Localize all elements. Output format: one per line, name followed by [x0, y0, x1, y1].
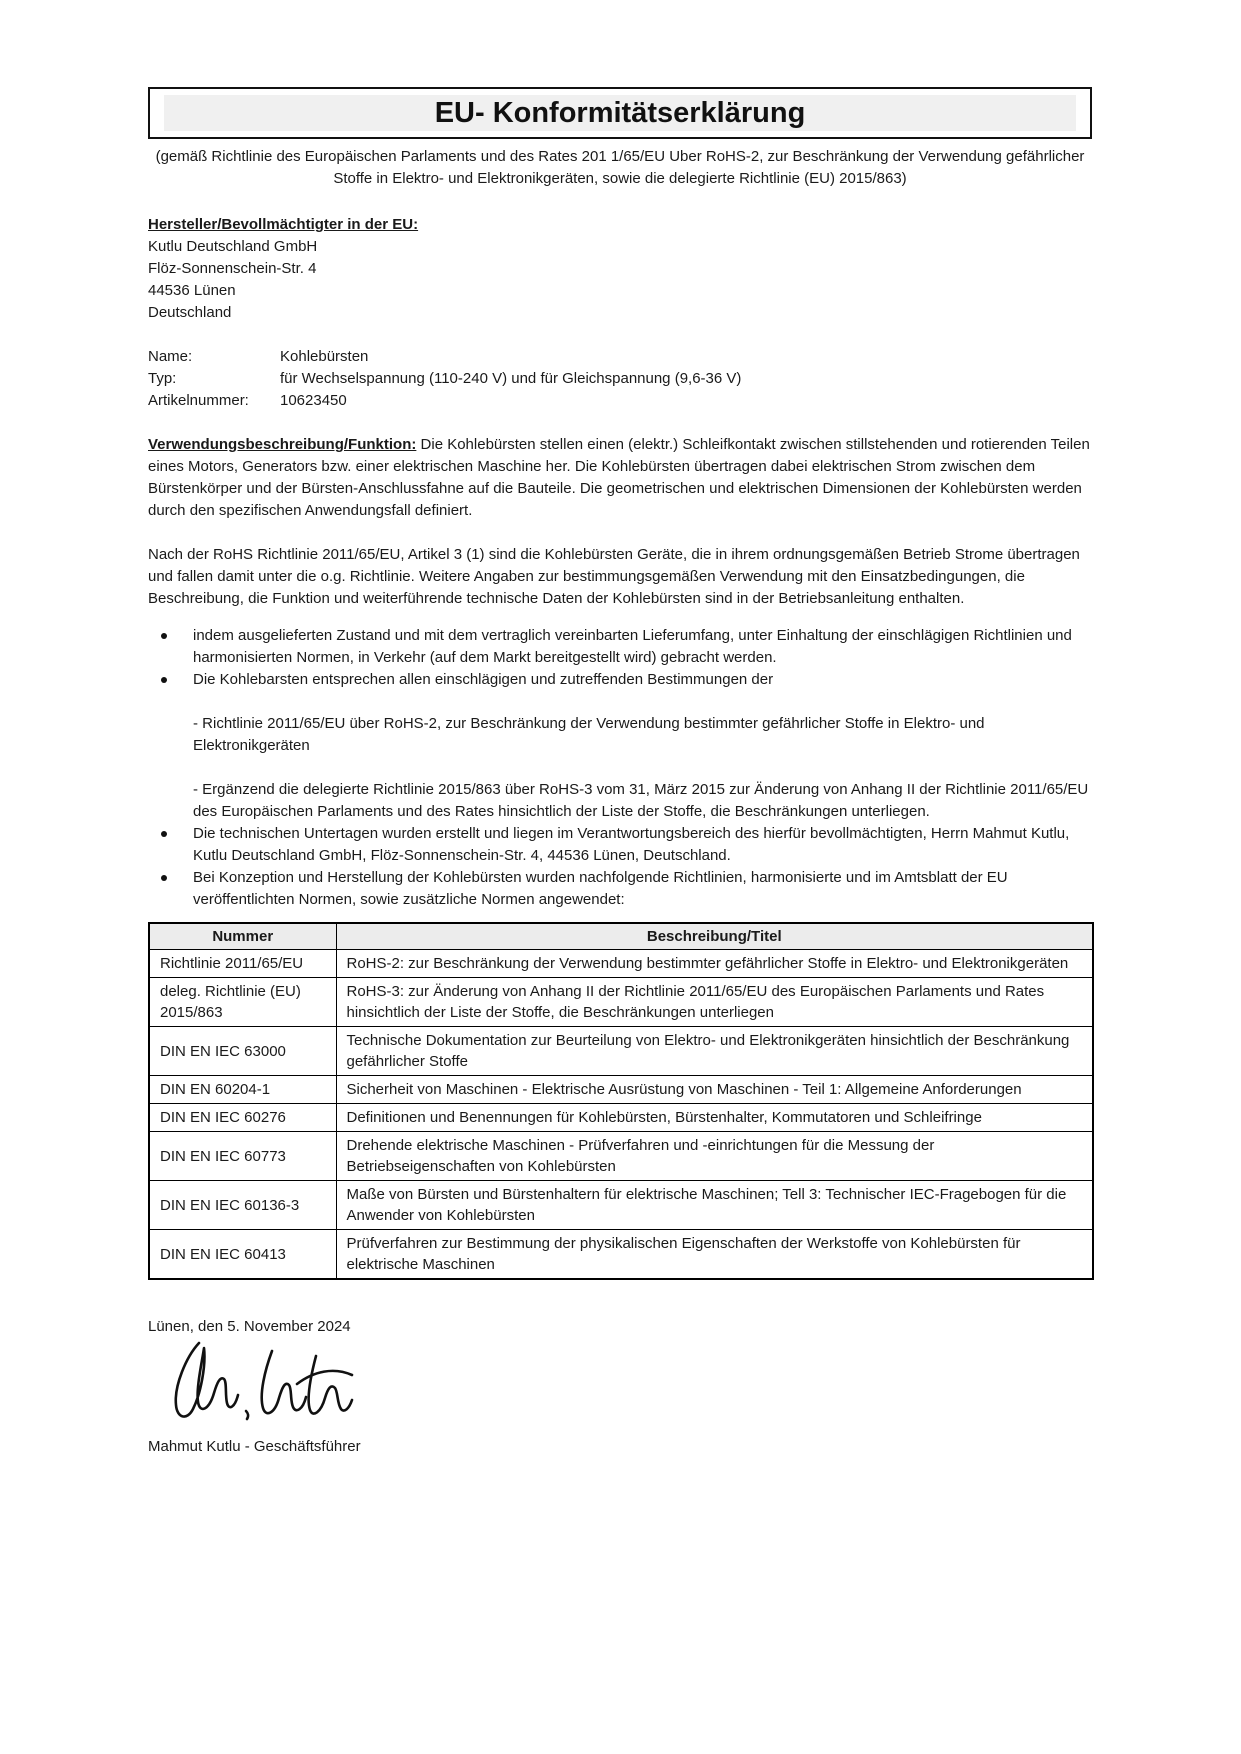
bullet-item: Die Kohlebarsten entsprechen allen einschlägigen und zutreffenden Bestimmungen der — [148, 669, 1092, 691]
signatory-name: Mahmut Kutlu - Geschäftsführer — [148, 1438, 361, 1455]
table-header-nummer: Nummer — [149, 923, 336, 950]
bullet-item: Die technischen Untertagen wurden erstellt und liegen im Verantwortungsbereich des hierfür bevollmächtigten, Herrn Mahmut Kutlu, Kutlu Deutschland GmbH, Flöz-Sonnenschein-Str. 4, 44536 Lünen, Deutschland. — [148, 823, 1092, 867]
product-row — [148, 346, 1092, 368]
table-row — [149, 950, 1093, 978]
product-row — [148, 390, 1092, 412]
signature-icon — [166, 1332, 1092, 1428]
norm-number: DIN EN IEC 60773 — [149, 1132, 336, 1181]
norm-title: Drehende elektrische Maschinen - Prüfverfahren und -einrichtungen für die Messung der Betriebseigenschaften von Kohlebürsten — [336, 1132, 1093, 1181]
norm-number: deleg. Richtlinie (EU) 2015/863 — [149, 978, 336, 1027]
table-row — [149, 1104, 1093, 1132]
norm-title: Technische Dokumentation zur Beurteilung von Elektro- und Elektronikgeräten hinsichtlich der Beschränkung gefährlicher Stoffe — [336, 1027, 1093, 1076]
table-row — [149, 1181, 1093, 1230]
table-row — [149, 1076, 1093, 1104]
table-header-row — [149, 923, 1093, 950]
norm-title: Sicherheit von Maschinen - Elektrische Ausrüstung von Maschinen - Teil 1: Allgemeine Anforderungen — [336, 1076, 1093, 1104]
subtitle: (gemäß Richtlinie des Europäischen Parlaments und des Rates 201 1/65/EU Uber RoHS-2, zur Beschränkung der Verwendung gefährlicher Stoffe in Elektro- und Elektronikgeräten, sowie die delegierte Richtlinie (EU) 2015/863) — [155, 148, 1085, 187]
norm-number: DIN EN IEC 60136-3 — [149, 1181, 336, 1230]
norm-number: DIN EN IEC 63000 — [149, 1027, 336, 1076]
norm-title: Definitionen und Benennungen für Kohlebürsten, Bürstenhalter, Kommutatoren und Schleifringe — [336, 1104, 1093, 1132]
product-type-value: für Wechselspannung (110-240 V) und für Gleichspannung (9,6-36 V) — [280, 370, 742, 387]
table-row — [149, 1230, 1093, 1280]
place-date: Lünen, den 5. November 2024 — [148, 1318, 351, 1335]
product-type-label: Typ: — [148, 370, 177, 387]
rohs-paragraph: Nach der RoHS Richtlinie 2011/65/EU, Artikel 3 (1) sind die Kohlebürsten Geräte, die in ihrem ordnungsgemäßen Betrieb Strome übertragen und fallen damit unter die o.g. Richtlinie. Weitere Angaben zur bestimmungsgemäßen Verwendung mit den Einsatzbedingungen, die Beschreibung, die Funktion und weiterführende technische Daten der Kohlebürsten sind in der Betriebsanleitung enthalten. — [148, 546, 1080, 607]
norm-title: Prüfverfahren zur Bestimmung der physikalischen Eigenschaften der Werkstoffe von Kohlebürsten für elektrische Maschinen — [336, 1230, 1093, 1280]
table-row — [149, 978, 1093, 1027]
bullet-list — [148, 625, 1092, 911]
product-name-value: Kohlebürsten — [280, 348, 369, 365]
table-row — [149, 1027, 1093, 1076]
manufacturer-line: 44536 Lünen — [148, 282, 236, 299]
product-name-label: Name: — [148, 348, 193, 365]
norm-title: Maße von Bürsten und Bürstenhaltern für elektrische Maschinen; Tell 3: Technischer IEC-Fragebogen für die Anwender von Kohlebürsten — [336, 1181, 1093, 1230]
norm-number: DIN EN IEC 60413 — [149, 1230, 336, 1280]
product-info — [148, 346, 1092, 412]
title-box — [148, 87, 1092, 139]
norm-number: DIN EN 60204-1 — [149, 1076, 336, 1104]
norm-title: RoHS-3: zur Änderung von Anhang II der Richtlinie 2011/65/EU des Europäischen Parlaments und Rates hinsichtlich der Liste der Stoffe, die Beschränkungen unterliegen — [336, 978, 1093, 1027]
manufacturer-line: Kutlu Deutschland GmbH — [148, 238, 318, 255]
page-title: EU- Konformitätserklärung — [164, 95, 1076, 131]
manufacturer-line: Deutschland — [148, 304, 232, 321]
bullet-item: indem ausgelieferten Zustand und mit dem vertraglich vereinbarten Lieferumfang, unter Einhaltung der einschlägigen Richtlinien und harmonisierten Normen, in Verkehr (auf dem Markt bereitgestellt wird) gebracht werden. — [148, 625, 1092, 669]
footer — [148, 1316, 1092, 1458]
norm-number: Richtlinie 2011/65/EU — [149, 950, 336, 978]
manufacturer-heading: Hersteller/Bevollmächtigter in der EU: — [148, 216, 419, 233]
article-number-label: Artikelnummer: — [148, 392, 249, 409]
norms-table — [148, 922, 1094, 1280]
product-row — [148, 368, 1092, 390]
norm-number: DIN EN IEC 60276 — [149, 1104, 336, 1132]
table-header-beschreibung: Beschreibung/Titel — [336, 923, 1093, 950]
dash-item: - Ergänzend die delegierte Richtlinie 2015/863 über RoHS-3 vom 31, März 2015 zur Änderung von Anhang II der Richtlinie 2011/65/EU des Europäischen Parlaments und des Rates hinsichtlich der Liste der Stoffe, die Beschränkungen unterliegen. — [193, 781, 1089, 820]
norm-title: RoHS-2: zur Beschränkung der Verwendung bestimmter gefährlicher Stoffe in Elektro- und Elektronikgeräten — [336, 950, 1093, 978]
table-row — [149, 1132, 1093, 1181]
article-number-value: 10623450 — [280, 392, 347, 409]
bullet-item: Bei Konzeption und Herstellung der Kohlebürsten wurden nachfolgende Richtlinien, harmonisierte und im Amtsblatt der EU veröffentlichten Normen, sowie zusätzliche Normen angewendet: — [148, 867, 1092, 911]
document-content — [148, 87, 1092, 1458]
manufacturer-line: Flöz-Sonnenschein-Str. 4 — [148, 260, 317, 277]
description-heading: Verwendungsbeschreibung/Funktion: — [148, 436, 417, 453]
dash-item: - Richtlinie 2011/65/EU über RoHS-2, zur Beschränkung der Verwendung bestimmter gefährlicher Stoffe in Elektro- und Elektronikgeräten — [193, 715, 985, 754]
description-paragraph — [148, 434, 1092, 522]
description-text: Die Kohlebürsten stellen einen (elektr.) Schleifkontakt zwischen stillstehenden und rotierenden Teilen eines Motors, Generators bzw. einer elektrischen Maschine her. Die Kohlebürsten übertragen dabei elektrischen Strom zwischen dem Bürstenkörper und der Bürsten-Anschlussfahne auf die Bauteile. Die geometrischen und elektrischen Dimensionen der Kohlebürsten werden durch den spezifischen Anwendungsfall definiert. — [148, 436, 1090, 519]
